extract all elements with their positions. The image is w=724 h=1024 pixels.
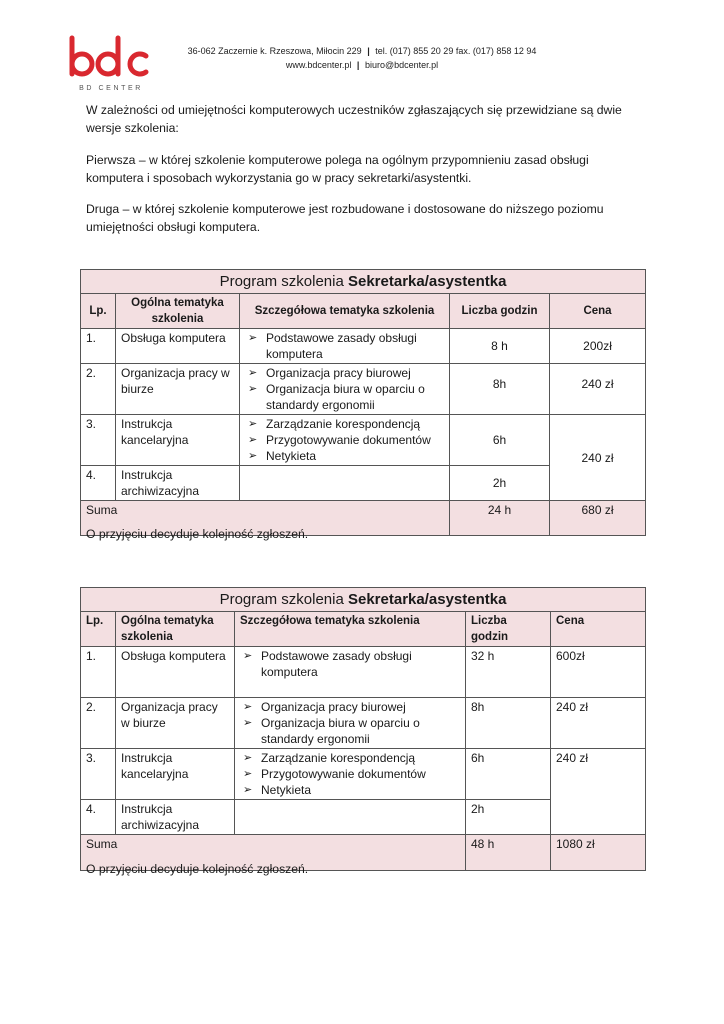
header-topic: Ogólna tematyka szkolenia [116,294,240,329]
header-lp: Lp. [81,294,116,329]
cell-details-empty [240,466,450,501]
detail-item: ➢ Netykieta [240,782,460,798]
detail-item: ➢ Organizacja biura w oparciu o standardy ergonomii [245,381,444,413]
cell-price-merged: 240 zł [550,415,646,501]
detail-item: ➢ Przygotowywanie dokumentów [240,766,460,782]
cell-hours: 8 h [450,329,550,364]
table-row [81,415,646,466]
cell-lp: 2. [81,698,116,749]
table-2-note: O przyjęciu decyduje kolejność zgłoszeń. [86,862,309,876]
intro-paragraph-1: W zależności od umiejętności komputerowych uczestników zgłaszających się przewidziane są dwie wersje szkolenia: [86,103,622,135]
cell-hours: 2h [450,466,550,501]
logo-subtitle: BD CENTER [79,85,143,92]
cell-topic: Obsługa komputera [116,647,235,698]
cell-topic: Instrukcja archiwizacyjna [116,466,240,501]
cell-lp: 3. [81,749,116,800]
cell-lp: 1. [81,329,116,364]
table-title [81,588,646,612]
detail-item: ➢ Podstawowe zasady obsługi komputera [245,330,444,362]
cell-lp: 1. [81,647,116,698]
header-lp: Lp. [81,612,116,647]
cell-price: 200zł [550,329,646,364]
cell-topic: Organizacja pracy w biurze [116,698,235,749]
header-topic: Ogólna tematyka szkolenia [116,612,235,647]
sum-label: Suma [81,501,450,536]
cell-details [240,329,450,364]
cell-details [235,698,466,749]
table-header-row [81,612,646,647]
cell-details [235,647,466,698]
header-hours: Liczba godzin [466,612,551,647]
detail-item: ➢ Przygotowywanie dokumentów [245,432,444,448]
separator: | [367,46,370,56]
cell-topic: Organizacja pracy w biurze [116,364,240,415]
web-email-line [160,58,564,72]
detail-item: ➢ Zarządzanie korespondencją [245,416,444,432]
header-detail: Szczegółowa tematyka szkolenia [235,612,466,647]
cell-lp: 4. [81,466,116,501]
cell-details [240,364,450,415]
table-title-prefix: Program szkolenia [219,273,344,290]
header-price: Cena [551,612,646,647]
detail-item: ➢ Organizacja pracy biurowej [245,365,444,381]
detail-item: ➢ Organizacja biura w oparciu o standardy ergonomii [240,715,460,747]
phone-text: tel. (017) 855 20 29 fax. (017) 858 12 94 [375,46,537,56]
cell-price: 240 zł [550,364,646,415]
sum-hours: 48 h [466,835,551,871]
cell-hours: 8h [450,364,550,415]
cell-lp: 2. [81,364,116,415]
table-title-row [81,588,646,612]
cell-topic: Obsługa komputera [116,329,240,364]
detail-item: ➢ Zarządzanie korespondencją [240,750,460,766]
cell-topic: Instrukcja archiwizacyjna [116,800,235,835]
intro-paragraph-3: Druga – w której szkolenie komputerowe jest rozbudowane i dostosowane do niższego poziomu umiejętności obsługi komputera. [86,202,604,234]
header-hours: Liczba godzin [450,294,550,329]
separator: | [356,60,360,70]
cell-hours: 8h [466,698,551,749]
address-text: 36-062 Zaczernie k. Rzeszowa, Miłocin 229 [187,46,362,56]
table-row [81,647,646,698]
detail-item: ➢ Organizacja pracy biurowej [240,699,460,715]
table-title-prefix: Program szkolenia [219,591,344,608]
cell-details-empty [235,800,466,835]
table-row [81,364,646,415]
sum-price: 680 zł [550,501,646,536]
detail-item: ➢ Podstawowe zasady obsługi komputera [240,648,460,680]
cell-details [235,749,466,800]
table-row [81,329,646,364]
cell-hours: 32 h [466,647,551,698]
cell-lp: 3. [81,415,116,466]
header-contact [160,44,564,72]
email-link[interactable]: biuro@bdcenter.pl [364,60,439,70]
sum-label: Suma [81,835,466,871]
cell-topic: Instrukcja kancelaryjna [116,415,240,466]
sum-hours: 24 h [450,501,550,536]
table-title-bold: Sekretarka/asystentka [347,273,507,290]
website-link[interactable]: www.bdcenter.pl [285,60,352,70]
sum-price: 1080 zł [551,835,646,871]
bdc-logo [66,34,156,96]
cell-hours: 6h [466,749,551,800]
cell-price: 240 zł [551,698,646,749]
header-price: Cena [550,294,646,329]
table-title-bold: Sekretarka/asystentka [347,591,507,608]
intro-paragraph-2: Pierwsza – w której szkolenie komputerowe polega na ogólnym przypomnieniu zasad obsługi komputera i sposobach wykorzystania go w pracy sekretarki/asystentki. [86,153,589,185]
table-title [81,270,646,294]
table-header-row [81,294,646,329]
detail-item: ➢ Netykieta [245,448,444,464]
table-row [81,698,646,749]
bdc-logo-mark [66,34,156,84]
header-detail: Szczegółowa tematyka szkolenia [240,294,450,329]
cell-lp: 4. [81,800,116,835]
address-phone-line [160,44,564,58]
cell-price: 600zł [551,647,646,698]
table-title-row [81,270,646,294]
cell-topic: Instrukcja kancelaryjna [116,749,235,800]
cell-details [240,415,450,466]
program-table-1 [80,269,646,536]
table-row [81,749,646,800]
program-table-2 [80,587,646,871]
cell-price-merged: 240 zł [551,749,646,835]
table-1-note: O przyjęciu decyduje kolejność zgłoszeń. [86,527,309,541]
cell-hours: 6h [450,415,550,466]
cell-hours: 2h [466,800,551,835]
